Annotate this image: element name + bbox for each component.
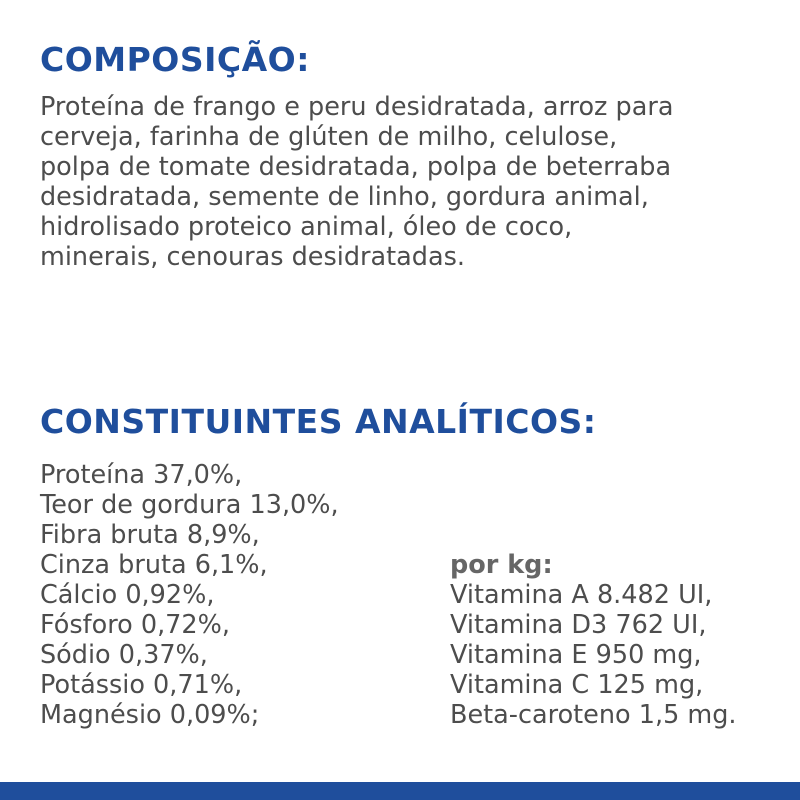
constituent-item: Fibra bruta 8,9%, <box>40 520 260 550</box>
composition-line: minerais, cenouras desidratadas. <box>40 242 465 272</box>
constituent-item: Cinza bruta 6,1%, <box>40 550 268 580</box>
composition-line: desidratada, semente de linho, gordura animal, <box>40 182 649 212</box>
vitamin-item: Beta-caroteno 1,5 mg. <box>450 700 737 730</box>
composition-text <box>40 92 673 272</box>
vitamin-item: Vitamina A 8.482 UI, <box>450 580 713 610</box>
analytical-heading: CONSTITUINTES ANALÍTICOS: <box>40 402 597 441</box>
composition-heading: COMPOSIÇÃO: <box>40 40 310 79</box>
constituent-item: Cálcio 0,92%, <box>40 580 215 610</box>
constituent-item: Potássio 0,71%, <box>40 670 243 700</box>
vitamin-item: Vitamina D3 762 UI, <box>450 610 707 640</box>
vitamin-item: Vitamina C 125 mg, <box>450 670 704 700</box>
constituent-item: Magnésio 0,09%; <box>40 700 260 730</box>
composition-line: hidrolisado proteico animal, óleo de coco, <box>40 212 573 242</box>
composition-line: cerveja, farinha de glúten de milho, celulose, <box>40 122 618 152</box>
footer-bar <box>0 782 800 800</box>
composition-line: Proteína de frango e peru desidratada, arroz para <box>40 92 674 122</box>
constituent-item: Sódio 0,37%, <box>40 640 208 670</box>
analytical-left-column <box>40 460 339 730</box>
constituent-item: Proteína 37,0%, <box>40 460 243 490</box>
vitamin-item: Vitamina E 950 mg, <box>450 640 702 670</box>
composition-line: polpa de tomate desidratada, polpa de beterraba <box>40 152 672 182</box>
analytical-right-column <box>450 550 737 730</box>
constituent-item: Fósforo 0,72%, <box>40 610 230 640</box>
constituent-item: Teor de gordura 13,0%, <box>40 490 339 520</box>
per-kg-label: por kg: <box>450 550 553 580</box>
